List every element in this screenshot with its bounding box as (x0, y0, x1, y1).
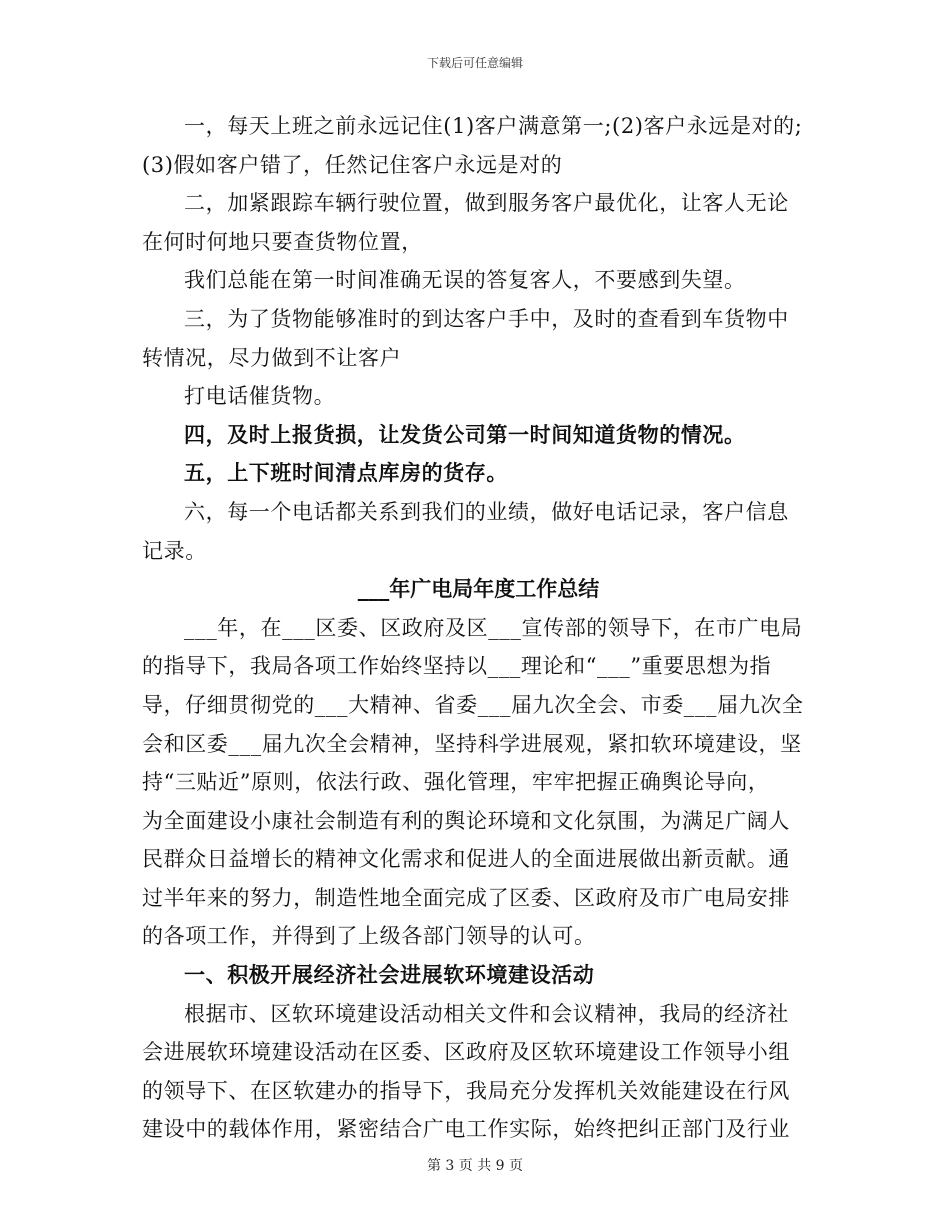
page-header-note: 下载后可任意编辑 (426, 56, 523, 70)
text-line: 为全面建设小康社会制造有利的舆论环境和文化氛围，为满足广阔人 (142, 808, 790, 833)
text-line: 六，每一个电话都关系到我们的业绩，做好电话记录，客户信息 (184, 499, 789, 524)
text-line: 持“三贴近”原则，依法行政、强化管理，牢牢把握正确舆论导向， (142, 770, 770, 795)
text-line: 打电话催货物。 (184, 384, 336, 409)
text-line: 五，上下班时间清点库房的货存。 (184, 460, 508, 486)
paragraph-rule-3 (142, 300, 807, 377)
text-line: 记录。 (142, 538, 207, 563)
text-line: 转情况，尽力做到不让客户 (142, 345, 402, 370)
text-line: 二，加紧跟踪车辆行驶位置，做到服务客户最优化，让客人无论 (184, 191, 789, 216)
text-line: 三，为了货物能够准时的到达客户手中，及时的查看到车货物中 (184, 306, 789, 331)
paragraph-rule-5 (142, 454, 807, 493)
subsection-heading (142, 956, 807, 995)
text-line: 过半年来的努力，制造性地全面完成了区委、区政府及市广电局安排 (142, 885, 790, 910)
page-number-footer: 第 3 页 共 9 页 (426, 1158, 524, 1174)
paragraph-soft-environment (142, 995, 807, 1149)
paragraph-rule-2 (142, 184, 807, 261)
text-line: 一、积极开展经济社会进展软环境建设活动 (184, 962, 595, 988)
text-line: 民群众日益增长的精神文化需求和促进人的全面进展做出新贡献。通 (142, 847, 790, 872)
text-line: 在何时何地只要查货物位置， (142, 229, 423, 254)
text-line: 的指导下，我局各项工作始终坚持以___理论和“___”重要思想为指 (142, 654, 772, 679)
document-body (142, 107, 807, 1149)
text-line: 根据市、区软环境建设活动相关文件和会议精神，我局的经济社 (184, 1001, 789, 1026)
paragraph-rule-2-cont (142, 261, 807, 300)
text-line: 会进展软环境建设活动在区委、区政府及区软环境建设工作领导小组 (142, 1040, 790, 1065)
text-line: ___年，在___区委、区政府及区___宣传部的领导下，在市广电局 (184, 615, 803, 640)
paragraph-rule-1 (142, 107, 807, 184)
section-title: ___年广电局年度工作总结 (357, 576, 600, 602)
text-line: 我们总能在第一时间准确无误的答复客人，不要感到失望。 (184, 268, 746, 293)
text-line: 一，每天上班之前永远记住(1)客户满意第一;(2)客户永远是对的; (184, 114, 803, 138)
paragraph-rule-4 (142, 416, 807, 455)
text-line: 的各项工作，并得到了上级各部门领导的认可。 (142, 924, 596, 949)
text-line: 会和区委___届九次全会精神，坚持科学进展观，紧扣软环境建设，坚 (142, 731, 802, 756)
text-line: 导，仔细贯彻党的___大精神、省委___届九次全会、市委___届九次全 (142, 692, 804, 717)
text-line: 建设中的载体作用，紧密结合广电工作实际，始终把纠正部门及行业 (142, 1117, 790, 1142)
text-line: 的领导下、在区软建办的指导下，我局充分发挥机关效能建设在行风 (142, 1078, 790, 1103)
paragraph-rule-6 (142, 493, 807, 570)
paragraph-rule-3-cont (142, 377, 807, 416)
text-line: 四，及时上报货损，让发货公司第一时间知道货物的情况。 (184, 421, 746, 447)
text-line: (3)假如客户错了，任然记住客户永远是对的 (142, 152, 563, 177)
paragraph-intro (142, 609, 807, 956)
